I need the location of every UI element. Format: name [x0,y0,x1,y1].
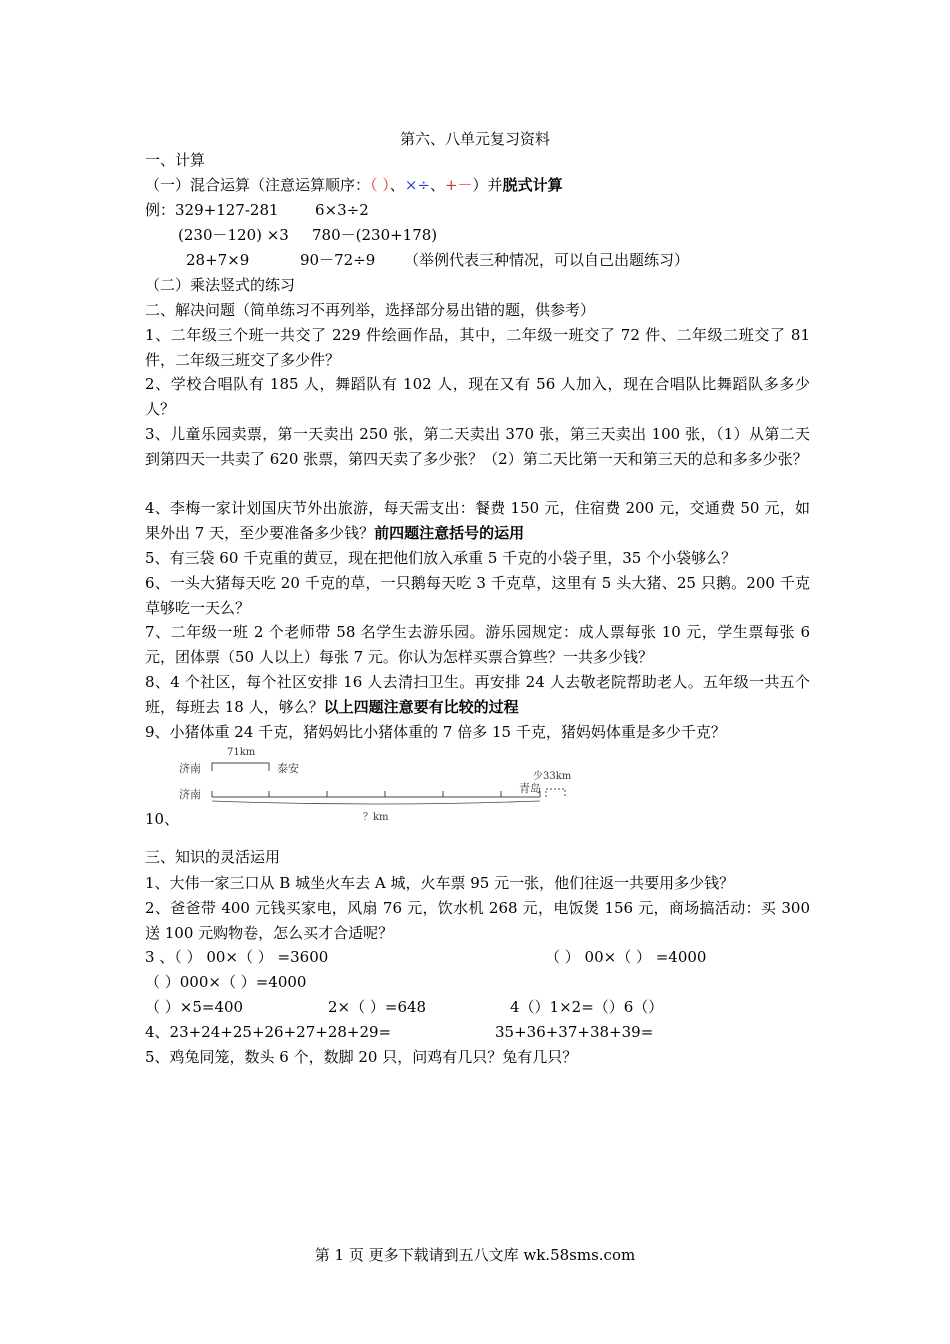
top-distance-label: 71km [227,747,256,758]
sum-row [145,1021,654,1043]
problem-4-note: 前四题注意括号的运用 [374,523,525,542]
example-row-2 [178,224,438,246]
section1-heading: 一、计算 [145,151,206,169]
example-expr: 329+127-281 [175,201,279,219]
problem-6: 6、一头大猪每天吃 20 千克的草，一只鹅每天吃 3 千克草，这里有 5 头大猪、25 只鹅。200 千克草够吃一天么？ [145,574,810,617]
fill-blank-row-1 [145,946,707,968]
city-qingdao: 青岛 [519,782,541,795]
section2-heading: 二、解决问题（简单练习不再列举，选择部分易出错的题，供参考） [145,301,596,319]
paren-order: （ ） [370,176,390,194]
flex-problem-1: 1、大伟一家三口从 B 城坐火车去 A 城，火车票 95 元一张，他们往返一共要用多少钱？ [145,874,735,892]
chicken-rabbit-problem: 5、鸡兔同笼，数头 6 个，数脚 20 只，问鸡有几只？兔有几只？ [145,1048,578,1066]
problem-5: 5、有三袋 60 千克重的黄豆，现在把他们放入承重 5 千克的小袋子里，35 个小袋够么？ [145,549,737,567]
addsub-order: +－ [444,176,473,194]
example-expr: 6×3÷2 [315,201,369,219]
separator: 、 [429,176,445,194]
problem-2: 2、学校合唱队有 185 人，舞蹈队有 102 人，现在又有 56 人加入，现在合唱队比舞蹈队多多少人？ [145,375,810,418]
mixed-ops-bold: 脱式计算 [502,176,563,194]
city-taian: 泰安 [277,762,299,775]
example-row-1 [145,199,369,221]
section3-heading: 三、知识的灵活运用 [145,848,281,866]
separator: 、 [389,176,405,194]
problem-8-text: 8、4 个社区，每个社区安排 16 人去清扫卫生。再安排 24 人去敬老院帮助老人。五年级一共五个班，每班去 18 人，够么？ [145,673,810,716]
less-segment [546,789,565,797]
mixed-ops-line [145,174,563,196]
example-expr: 780－(230+178) [312,226,438,244]
example-row-3 [186,249,690,271]
flex-problem-2: 2、爸爸带 400 元钱买家电，风扇 76 元，饮水机 268 元，电饭煲 156 元，商场搞活动：买 300 送 100 元购物卷，怎么买才合适呢？ [145,899,810,942]
muldiv-order: ×÷ [404,176,430,194]
fill-blank-f: 4（）1×2=（）6（） [510,998,664,1016]
example-label: 例： [145,201,176,219]
problem-3: 3、儿童乐园卖票，第一天卖出 250 张，第二天卖出 370 张，第三天卖出 100 张，（1）从第二天到第四天一共卖了 620 张票，第四天卖了多少张？（2）第二天比第一天和第三天的总和多多少张？ [145,425,810,468]
page-footer: 第 1 页 更多下载请到五八文库 wk.58sms.com [314,1246,636,1264]
unknown-brace [212,801,540,804]
fill-blank-b: （ ） 00×（ ） =4000 [545,948,707,966]
fill-blank-a: 3 、（ ） 00×（ ） =3600 [145,948,329,966]
distance-diagram [175,743,575,828]
fill-blank-row-2: （ ）000×（ ）=4000 [145,973,307,991]
fill-blank-row-3 [145,996,664,1018]
problem-10: 10、 [145,810,180,828]
mixed-ops-suffix: ）并 [472,176,503,194]
problem-8 [145,670,810,719]
problem-1: 1、二年级三个班一共交了 229 件绘画作品，其中，二年级一班交了 72 件、二年级二班交了 81 件，二年级三班交了多少件？ [145,326,810,369]
document-title: 第六、八单元复习资料 [399,130,550,148]
fill-blank-d: （ ）×5=400 [145,998,244,1016]
example-expr: (230－120) ×3 [178,226,289,244]
city-jinan-2: 济南 [179,788,201,801]
sum-a: 4、23+24+25+26+27+28+29= [145,1023,392,1041]
unknown-label: ？km [363,812,389,823]
problem-7: 7、二年级一班 2 个老师带 58 名学生去游乐园。游乐园规定：成人票每张 10 元，学生票每张 6 元，团体票（50 人以上）每张 7 元。你认为怎样买票合算些？一共多少钱？ [145,623,810,666]
problem-4-text: 4、李梅一家计划国庆节外出旅游，每天需支出：餐费 150 元，住宿费 200 元，交通费 50 元，如果外出 7 天，至少要准备多少钱？ [145,499,810,542]
top-segment [212,763,269,771]
vertical-multiplication-heading: （二）乘法竖式的练习 [145,276,296,294]
sum-b: 35+36+37+38+39= [495,1023,654,1041]
problem-8-note: 以上四题注意要有比较的过程 [323,697,519,716]
fill-blank-e: 2×（ ）=648 [328,998,427,1016]
problem-4 [145,496,810,545]
less-label: 少33km [533,771,572,782]
example-expr: 28+7×9 [186,251,250,269]
mixed-ops-prefix: （一）混合运算（注意运算顺序： [145,176,371,194]
problem-9: 9、小猪体重 24 千克，猪妈妈比小猪体重的 7 倍多 15 千克，猪妈妈体重是多少千克？ [145,723,726,741]
example-note: （举例代表三种情况，可以自己出题练习） [404,251,690,269]
city-jinan-1: 济南 [179,762,201,775]
example-expr: 90－72÷9 [300,251,376,269]
